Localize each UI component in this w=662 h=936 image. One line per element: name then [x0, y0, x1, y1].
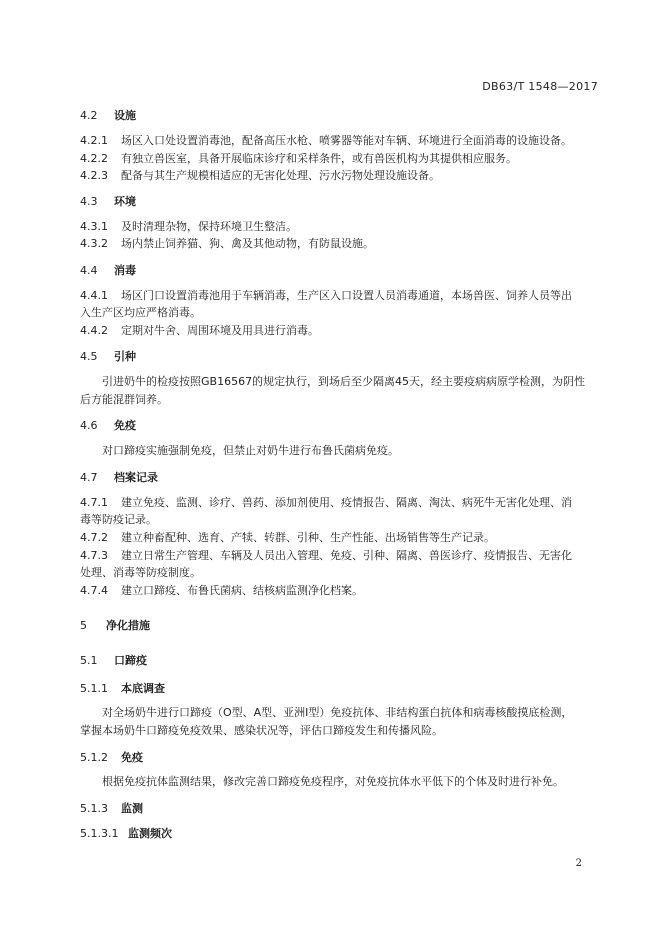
page-number: 2	[575, 858, 582, 869]
clause-4-2-1: 4.2.1 场区入口处设置消毒池，配备高压水枪、喷雾器等能对车辆、环境进行全面消毒的设施设备。	[80, 134, 572, 147]
section-heading-4-4: 4.4 消毒	[80, 264, 136, 277]
chapter-heading-5: 5 净化措施	[80, 619, 150, 632]
clause-4-7-1-cont: 毒等防疫记录。	[80, 513, 157, 526]
paragraph-5-1-2: 根据免疫抗体监测结果，修改完善口蹄疫免疫程序，对免疫抗体水平低下的个体及时进行补免。	[102, 775, 564, 788]
clause-4-4-1: 4.4.1 场区门口设置消毒池用于车辆消毒，生产区入口设置人员消毒通道，本场兽医、饲养人员等出	[80, 289, 572, 302]
paragraph-4-5-line1: 引进奶牛的检疫按照GB16567的规定执行，到场后至少隔离45天，经主要疫病病原学检测，为阴性	[102, 375, 586, 388]
section-heading-5-1-1: 5.1.1 本底调查	[80, 682, 165, 695]
clause-4-7-2: 4.7.2 建立种畜配种、选育、产犊、转群、引种、生产性能、出场销售等生产记录。	[80, 531, 495, 544]
clause-4-2-3: 4.2.3 配备与其生产规模相适应的无害化处理、污水污物处理设施设备。	[80, 169, 440, 182]
section-heading-4-3: 4.3 环境	[80, 195, 136, 208]
document-code: DB63/T 1548—2017	[482, 80, 598, 93]
paragraph-4-5-line2: 后方能混群饲养。	[80, 393, 168, 406]
clause-4-7-3-cont: 处理、消毒等防疫制度。	[80, 566, 201, 579]
clause-4-3-2: 4.3.2 场内禁止饲养猫、狗、禽及其他动物，有防鼠设施。	[80, 237, 374, 250]
section-heading-5-1-3-1: 5.1.3.1 监测频次	[80, 827, 172, 840]
paragraph-5-1-1-line1: 对全场奶牛进行口蹄疫（O型、A型、亚洲Ⅰ型）免疫抗体、非结构蛋白抗体和病毒核酸摸底检测，	[102, 706, 573, 719]
section-heading-4-5: 4.5 引种	[80, 350, 136, 363]
section-heading-5-1-3: 5.1.3 监测	[80, 802, 143, 815]
section-heading-5-1: 5.1 口蹄疫	[80, 654, 147, 667]
paragraph-4-6: 对口蹄疫实施强制免疫，但禁止对奶牛进行布鲁氏菌病免疫。	[102, 444, 399, 457]
clause-4-7-4: 4.7.4 建立口蹄疫、布鲁氏菌病、结核病监测净化档案。	[80, 584, 363, 597]
section-heading-4-6: 4.6 免疫	[80, 419, 136, 432]
clause-4-4-1-cont: 入生产区均应严格消毒。	[80, 306, 201, 319]
clause-4-7-3: 4.7.3 建立日常生产管理、车辆及人员出入管理、免疫、引种、隔离、兽医诊疗、疫情报告、无害化	[80, 549, 572, 562]
paragraph-5-1-1-line2: 掌握本场奶牛口蹄疫免疫效果、感染状况等，评估口蹄疫发生和传播风险。	[80, 724, 443, 737]
clause-4-4-2: 4.4.2 定期对牛舍、周围环境及用具进行消毒。	[80, 324, 319, 337]
clause-4-3-1: 4.3.1 及时清理杂物，保持环境卫生整洁。	[80, 220, 297, 233]
clause-4-2-2: 4.2.2 有独立兽医室，具备开展临床诊疗和采样条件，或有兽医机构为其提供相应服务。	[80, 152, 517, 165]
section-heading-4-2: 4.2 设施	[80, 109, 136, 122]
section-heading-5-1-2: 5.1.2 免疫	[80, 751, 143, 764]
section-heading-4-7: 4.7 档案记录	[80, 471, 158, 484]
clause-4-7-1: 4.7.1 建立免疫、监测、诊疗、兽药、添加剂使用、疫情报告、隔离、淘汰、病死牛无害化处理、消	[80, 496, 572, 509]
